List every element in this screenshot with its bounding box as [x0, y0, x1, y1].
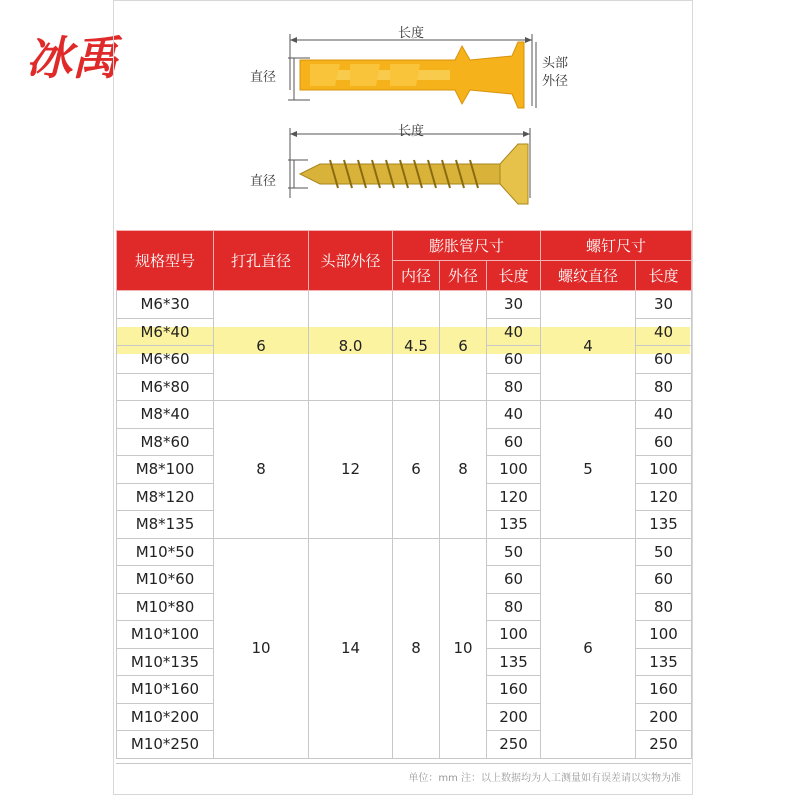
tube-length-cell: 40	[487, 318, 541, 346]
screw-length-cell: 100	[636, 456, 692, 484]
tube-length-cell: 80	[487, 373, 541, 401]
tube-outer-cell: 8	[440, 401, 487, 539]
tube-outer-cell: 10	[440, 538, 487, 758]
screw-length-cell: 50	[636, 538, 692, 566]
model-cell: M8*120	[117, 483, 214, 511]
model-cell: M6*60	[117, 346, 214, 374]
model-cell: M10*60	[117, 566, 214, 594]
tube-length-cell: 100	[487, 456, 541, 484]
table-row	[117, 401, 692, 429]
tube-length-cell: 80	[487, 593, 541, 621]
header-head-outer-diameter: 头部外径	[309, 231, 393, 291]
tube-length-cell: 135	[487, 511, 541, 539]
model-cell: M10*160	[117, 676, 214, 704]
tube-length-cell: 160	[487, 676, 541, 704]
tube-length-cell: 135	[487, 648, 541, 676]
screw-length-cell: 120	[636, 483, 692, 511]
model-cell: M10*250	[117, 731, 214, 759]
tube-length-cell: 60	[487, 566, 541, 594]
spec-table	[116, 230, 692, 759]
header-tube-inner: 内径	[393, 261, 440, 291]
tube-length-cell: 100	[487, 621, 541, 649]
tube-inner-cell: 4.5	[393, 291, 440, 401]
tube-length-cell: 120	[487, 483, 541, 511]
drill-diameter-cell: 6	[214, 291, 309, 401]
anchor-diameter-label: 直径	[250, 70, 277, 85]
screw-length-cell: 100	[636, 621, 692, 649]
model-cell: M10*50	[117, 538, 214, 566]
model-cell: M10*100	[117, 621, 214, 649]
model-cell: M10*200	[117, 703, 214, 731]
header-tube-size: 膨胀管尺寸	[393, 231, 541, 261]
screw-length-cell: 160	[636, 676, 692, 704]
head-outer-diameter-cell: 14	[309, 538, 393, 758]
anchor-head-diameter-label	[542, 55, 568, 91]
head-outer-diameter-cell: 8.0	[309, 291, 393, 401]
drill-diameter-cell: 10	[214, 538, 309, 758]
head-outer-diameter-cell: 12	[309, 401, 393, 539]
header-tube-outer: 外径	[440, 261, 487, 291]
thread-diameter-cell: 4	[541, 291, 636, 401]
screw-length-cell: 40	[636, 401, 692, 429]
tube-inner-cell: 8	[393, 538, 440, 758]
footnote: 单位：mm 注：以上数据均为人工测量如有误差请以实物为准	[116, 763, 691, 793]
anchor-length-label: 长度	[398, 26, 425, 41]
header-screw-length: 长度	[636, 261, 692, 291]
header-model: 规格型号	[117, 231, 214, 291]
spec-table-body	[117, 291, 692, 759]
tube-length-cell: 200	[487, 703, 541, 731]
header-thread-diameter: 螺纹直径	[541, 261, 636, 291]
tube-outer-cell: 6	[440, 291, 487, 401]
screw-length-cell: 80	[636, 593, 692, 621]
screw-length-cell: 200	[636, 703, 692, 731]
model-cell: M6*80	[117, 373, 214, 401]
model-cell: M10*135	[117, 648, 214, 676]
model-cell: M6*40	[117, 318, 214, 346]
model-cell: M10*80	[117, 593, 214, 621]
tube-length-cell: 60	[487, 346, 541, 374]
screw-length-cell: 135	[636, 648, 692, 676]
header-screw-size: 螺钉尺寸	[541, 231, 692, 261]
tube-length-cell: 60	[487, 428, 541, 456]
model-cell: M8*40	[117, 401, 214, 429]
tube-length-cell: 40	[487, 401, 541, 429]
screw-length-cell: 60	[636, 428, 692, 456]
screw-diameter-label: 直径	[250, 174, 277, 189]
anchor-head-diameter-line2: 外径	[542, 74, 569, 89]
screw-length-cell: 250	[636, 731, 692, 759]
table-row	[117, 291, 692, 319]
screw-length-cell: 30	[636, 291, 692, 319]
header-drill-diameter: 打孔直径	[214, 231, 309, 291]
screw-length-cell: 40	[636, 318, 692, 346]
thread-diameter-cell: 5	[541, 401, 636, 539]
screw-length-cell: 60	[636, 346, 692, 374]
tube-length-cell: 50	[487, 538, 541, 566]
header-tube-length: 长度	[487, 261, 541, 291]
table-row	[117, 538, 692, 566]
screw-length-cell: 80	[636, 373, 692, 401]
drill-diameter-cell: 8	[214, 401, 309, 539]
model-cell: M6*30	[117, 291, 214, 319]
tube-length-cell: 250	[487, 731, 541, 759]
tube-inner-cell: 6	[393, 401, 440, 539]
anchor-head-diameter-line1: 头部	[542, 56, 569, 71]
model-cell: M8*60	[117, 428, 214, 456]
thread-diameter-cell: 6	[541, 538, 636, 758]
svg-text:冰禹: 冰禹	[26, 32, 118, 80]
screw-length-label: 长度	[398, 124, 425, 139]
tube-length-cell: 30	[487, 291, 541, 319]
model-cell: M8*135	[117, 511, 214, 539]
screw-length-cell: 60	[636, 566, 692, 594]
model-cell: M8*100	[117, 456, 214, 484]
screw-length-cell: 135	[636, 511, 692, 539]
